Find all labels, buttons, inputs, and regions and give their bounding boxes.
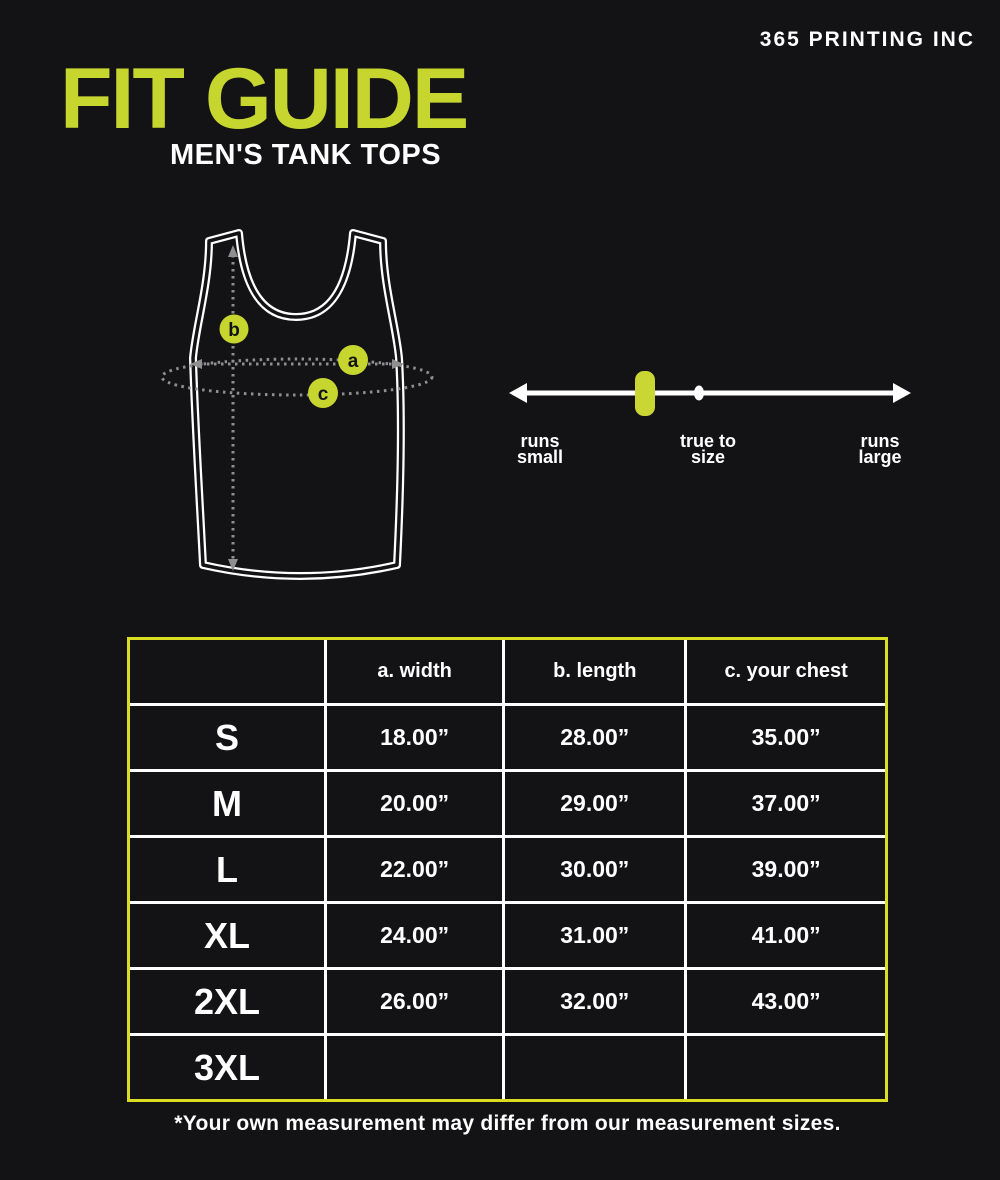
header-cell-blank <box>130 640 325 705</box>
scale-label-runs-large <box>858 433 901 465</box>
table-row <box>130 969 885 1035</box>
tank-outline <box>193 233 401 576</box>
table-row <box>130 771 885 837</box>
measurement-footnote: *Your own measurement may differ from our measurement sizes. <box>174 1112 841 1135</box>
header-cell-length: b. length <box>504 640 686 705</box>
table-row <box>130 1035 885 1100</box>
fit-scale-labels <box>505 430 915 476</box>
width-value <box>325 1035 503 1100</box>
width-value: 24.00” <box>325 903 503 969</box>
size-table-container <box>127 637 888 1102</box>
page-title: FIT GUIDE <box>60 51 468 147</box>
scale-label-true-to-size-line1: true to <box>680 431 736 451</box>
length-value: 28.00” <box>504 705 686 771</box>
table-row <box>130 705 885 771</box>
page-subtitle: MEN'S TANK TOPS <box>170 139 442 171</box>
scale-center-dot <box>694 386 704 401</box>
marker-b <box>220 315 249 344</box>
fit-scale <box>505 368 915 420</box>
length-value: 31.00” <box>504 903 686 969</box>
length-value: 30.00” <box>504 837 686 903</box>
chest-value: 35.00” <box>686 705 885 771</box>
scale-marker <box>635 371 655 416</box>
fit-scale-graphic <box>505 368 915 420</box>
marker-c <box>308 378 338 408</box>
size-label: L <box>130 837 325 903</box>
size-label: 2XL <box>130 969 325 1035</box>
chest-value: 43.00” <box>686 969 885 1035</box>
size-table <box>130 640 885 1099</box>
header-cell-chest: c. your chest <box>686 640 885 705</box>
chest-value: 41.00” <box>686 903 885 969</box>
size-label: S <box>130 705 325 771</box>
brand-text: 365 PRINTING INC <box>759 28 975 51</box>
table-header-row <box>130 640 885 705</box>
marker-a-label: a <box>347 351 359 372</box>
scale-label-true-to-size-line2: size <box>690 447 726 467</box>
width-value: 22.00” <box>325 837 503 903</box>
size-label: 3XL <box>130 1035 325 1100</box>
scale-label-true-to-size <box>680 433 736 465</box>
scale-label-runs-small-line2: small <box>516 447 564 467</box>
length-value <box>504 1035 686 1100</box>
chest-value: 37.00” <box>686 771 885 837</box>
scale-label-runs-large-line1: runs <box>860 431 900 451</box>
tank-diagram <box>160 225 440 595</box>
table-row <box>130 903 885 969</box>
size-label: M <box>130 771 325 837</box>
marker-b-label: b <box>228 320 240 341</box>
length-value: 29.00” <box>504 771 686 837</box>
width-value: 26.00” <box>325 969 503 1035</box>
scale-label-runs-small-line1: runs <box>520 431 560 451</box>
tank-top-icon <box>160 225 440 595</box>
header-cell-width: a. width <box>325 640 503 705</box>
scale-arrow-left-icon <box>509 383 527 403</box>
size-label: XL <box>130 903 325 969</box>
scale-label-runs-small <box>517 433 563 465</box>
scale-label-runs-large-line2: large <box>858 447 902 467</box>
length-value: 32.00” <box>504 969 686 1035</box>
marker-a <box>338 345 368 375</box>
marker-c-label: c <box>317 384 329 405</box>
chest-value: 39.00” <box>686 837 885 903</box>
table-row <box>130 837 885 903</box>
scale-arrow-right-icon <box>893 383 911 403</box>
width-value: 20.00” <box>325 771 503 837</box>
chest-value <box>686 1035 885 1100</box>
width-value: 18.00” <box>325 705 503 771</box>
